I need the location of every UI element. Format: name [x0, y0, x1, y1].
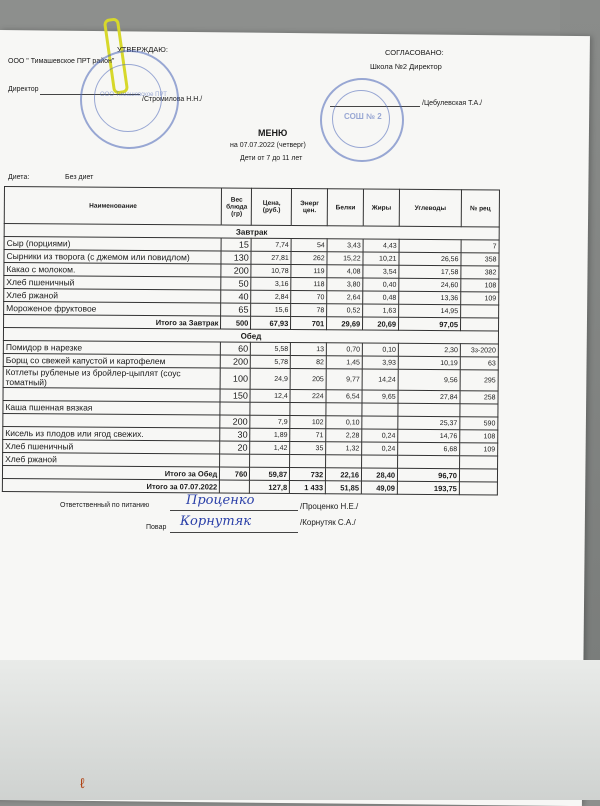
table-cell: 1,42 — [250, 441, 290, 454]
table-cell: 30 — [220, 428, 250, 441]
table-cell: 118 — [291, 278, 327, 291]
table-cell: 224 — [290, 390, 326, 403]
table-cell: 102 — [290, 416, 326, 429]
table-cell: 100 — [220, 368, 250, 389]
table-cell — [362, 455, 398, 468]
table-cell: 3,54 — [363, 265, 399, 278]
table-cell: 13,36 — [399, 291, 461, 304]
table-cell — [220, 402, 250, 415]
table-cell — [250, 454, 290, 467]
table-cell: 27,84 — [398, 390, 460, 403]
table-cell — [326, 403, 362, 416]
table-cell: 2,84 — [251, 290, 291, 303]
table-cell: 262 — [291, 252, 327, 265]
table-cell — [220, 454, 250, 467]
table-cell: 3,43 — [327, 239, 363, 252]
diet-value: Без диет — [65, 174, 94, 181]
table-cell: 29,69 — [327, 317, 363, 330]
table-cell: 295 — [460, 370, 498, 391]
menu-date: на 07.07.2022 (четверг) — [230, 142, 306, 149]
section-title: Обед — [3, 328, 498, 344]
table-cell: 1,89 — [250, 428, 290, 441]
table-cell: 9,56 — [398, 369, 460, 390]
table-cell: 14,24 — [362, 369, 398, 390]
table-cell: 1 433 — [290, 481, 326, 494]
cook-name: /Корнутяк С.А./ — [300, 518, 356, 527]
table-cell: 3,93 — [362, 356, 398, 369]
table-cell: 50 — [221, 277, 251, 290]
table-cell: 20 — [220, 441, 250, 454]
diet-label: Диета: — [8, 174, 30, 181]
table-cell: 54 — [291, 239, 327, 252]
table-cell: 10,21 — [363, 252, 399, 265]
table-cell: 732 — [290, 468, 326, 481]
table-cell: 200 — [221, 264, 251, 277]
table-cell: Итого за 07.07.2022 — [2, 478, 219, 493]
table-cell: 127,8 — [250, 480, 290, 493]
table-cell: 13 — [291, 343, 327, 356]
table-cell: 15,22 — [327, 252, 363, 265]
column-header: № рец — [461, 190, 499, 227]
table-cell: 2,30 — [398, 343, 460, 356]
table-cell: 0,24 — [362, 429, 398, 442]
table-cell: 200 — [221, 355, 251, 368]
table-cell — [460, 456, 498, 469]
table-cell: 7,9 — [250, 415, 290, 428]
table-cell: 51,85 — [326, 481, 362, 494]
table-cell — [220, 480, 250, 493]
column-header: Углеводы — [399, 189, 461, 226]
table-cell: 3з-2020 — [460, 344, 498, 357]
table-cell: 109 — [461, 292, 499, 305]
table-cell: 25,37 — [398, 416, 460, 429]
table-cell: 40 — [221, 290, 251, 303]
nutrition-responsible-label: Ответственный по питанию — [60, 502, 150, 509]
table-cell: 1,63 — [363, 304, 399, 317]
cook-signature-line — [170, 532, 298, 533]
agreed-label: СОГЛАСОВАНО: — [385, 48, 444, 57]
table-cell: 65 — [221, 303, 251, 316]
table-cell: 59,87 — [250, 467, 290, 480]
table-cell: 500 — [221, 316, 251, 329]
table-cell: Хлеб ржаной — [4, 289, 221, 304]
table-cell: 3,80 — [327, 278, 363, 291]
menu-children: Дети от 7 до 11 лет — [240, 155, 303, 162]
table-cell: Итого за Завтрак — [4, 315, 221, 330]
right-seal-text: СОШ № 2 — [344, 112, 382, 121]
paper-bottom-area — [0, 660, 600, 800]
director-label: Директор — [8, 86, 39, 93]
table-cell — [290, 403, 326, 416]
table-cell: 82 — [290, 356, 326, 369]
table-cell — [250, 402, 290, 415]
table-cell: 0,24 — [362, 442, 398, 455]
table-cell: 0,40 — [363, 278, 399, 291]
table-cell: 14,76 — [398, 429, 460, 442]
table-cell: 70 — [291, 291, 327, 304]
table-cell: 5,78 — [251, 355, 291, 368]
nutrition-signature-line — [170, 510, 298, 511]
table-header-row — [4, 187, 499, 227]
table-cell: 1,32 — [326, 442, 362, 455]
organization-name: ООО " Тимашевское ПРТ район" — [8, 58, 115, 65]
table-cell: 7,74 — [251, 238, 291, 251]
table-cell: 0,52 — [327, 304, 363, 317]
table-cell: 71 — [290, 429, 326, 442]
table-cell: Хлеб ржаной — [3, 452, 220, 467]
table-cell: 701 — [291, 317, 327, 330]
table-cell: 28,40 — [362, 468, 398, 481]
table-cell: 10,19 — [398, 356, 460, 369]
table-cell: 12,4 — [250, 389, 290, 402]
school-director-name: /Цебулевская Т.А./ — [422, 100, 483, 107]
table-cell: 119 — [291, 265, 327, 278]
table-cell: Мороженое фруктовое — [4, 302, 221, 317]
table-cell: 109 — [460, 443, 498, 456]
table-cell: Помидор в нарезке — [3, 340, 220, 355]
table-cell: 9,77 — [326, 369, 362, 390]
table-cell: 20,69 — [363, 317, 399, 330]
table-cell: Хлеб пшеничный — [4, 276, 221, 291]
table-cell: 5,58 — [251, 342, 291, 355]
table-cell — [461, 305, 499, 318]
table-cell — [398, 403, 460, 416]
table-cell: 0,70 — [327, 343, 363, 356]
table-cell: 358 — [461, 253, 499, 266]
table-cell: 2,28 — [326, 429, 362, 442]
column-header: Вес блюда (гр) — [222, 188, 252, 225]
section-title: Завтрак — [4, 224, 499, 240]
table-cell: 2,64 — [327, 291, 363, 304]
right-seal-stamp — [320, 78, 404, 162]
table-cell: 6,68 — [398, 442, 460, 455]
table-cell — [326, 455, 362, 468]
table-cell: Борщ со свежей капустой и картофелем — [3, 353, 220, 368]
table-cell: 200 — [220, 415, 250, 428]
table-cell: 15,6 — [251, 303, 291, 316]
table-cell: 130 — [221, 251, 251, 264]
table-cell: 35 — [290, 442, 326, 455]
menu-title: МЕНЮ — [258, 128, 288, 138]
table-cell: 258 — [460, 391, 498, 404]
table-cell: 108 — [460, 430, 498, 443]
table-cell: 67,93 — [251, 316, 291, 329]
table-cell: 3,16 — [251, 277, 291, 290]
table-cell: 26,56 — [399, 252, 461, 265]
table-cell — [460, 404, 498, 417]
table-cell — [290, 455, 326, 468]
table-cell — [460, 318, 498, 331]
table-cell: 49,09 — [361, 481, 397, 494]
table-cell: 10,78 — [251, 264, 291, 277]
table-cell: 1,45 — [326, 356, 362, 369]
table-cell: 6,54 — [326, 390, 362, 403]
table-cell — [362, 416, 398, 429]
table-cell: 4,08 — [327, 265, 363, 278]
column-header: Жиры — [363, 189, 399, 226]
table-cell: Сырники из творога (с джемом или повидлом) — [4, 250, 221, 265]
table-cell — [362, 403, 398, 416]
table-cell: Каша пшенная вязкая — [3, 400, 220, 415]
table-cell: 150 — [220, 389, 250, 402]
cook-label: Повар — [146, 524, 167, 531]
column-header: Энерг цен. — [291, 189, 327, 226]
table-cell: 108 — [461, 279, 499, 292]
table-cell: Котлеты рубленые из бройлер-цыплят (соус томатный) — [3, 366, 220, 389]
table-cell: 24,60 — [399, 278, 461, 291]
table-cell: 63 — [460, 357, 498, 370]
column-header: Белки — [327, 189, 363, 226]
table-cell: 17,58 — [399, 265, 461, 278]
table-cell: 78 — [291, 304, 327, 317]
table-cell: Итого за Обед — [2, 465, 219, 480]
left-seal-stamp — [80, 50, 179, 149]
table-cell: Кисель из плодов или ягод свежих. — [3, 426, 220, 441]
table-cell: 382 — [461, 266, 499, 279]
nutrition-signature: Проценко — [186, 493, 255, 508]
table-cell — [399, 239, 461, 252]
table-cell — [459, 482, 497, 495]
nutrition-responsible-name: /Проценко Н.Е./ — [300, 502, 359, 511]
left-seal-text: ООО Тимашевское ПРТ — [100, 92, 167, 98]
table-cell: 193,75 — [397, 481, 459, 494]
table-cell: 4,43 — [363, 239, 399, 252]
column-header: Наименование — [4, 187, 222, 226]
table-cell — [459, 469, 497, 482]
table-cell: 22,16 — [326, 468, 362, 481]
table-cell: 0,10 — [326, 416, 362, 429]
table-cell — [398, 455, 460, 468]
approved-label: УТВЕРЖДАЮ: — [117, 45, 168, 54]
table-cell: 96,70 — [398, 468, 460, 481]
table-cell: 9,65 — [362, 390, 398, 403]
table-cell: 60 — [221, 342, 251, 355]
director-name: /Стромилова Н.Н./ — [142, 96, 203, 103]
school-label: Школа №2 Директор — [370, 62, 442, 71]
table-cell: 14,95 — [399, 304, 461, 317]
note-mark-icon: ℓ — [80, 775, 85, 791]
table-cell: 760 — [220, 467, 250, 480]
table-cell: Какао с молоком. — [4, 263, 221, 278]
table-cell: 97,05 — [399, 317, 461, 330]
table-cell: Сыр (порциями) — [4, 237, 221, 252]
table-cell: 24,9 — [250, 368, 290, 389]
table-cell: 590 — [460, 417, 498, 430]
table-cell: 0,48 — [363, 291, 399, 304]
table-cell: 7 — [461, 240, 499, 253]
table-cell: 15 — [221, 238, 251, 251]
table-cell: Хлеб пшеничный — [3, 439, 220, 454]
table-cell: 27,81 — [251, 251, 291, 264]
column-header: Цена, (руб.) — [252, 188, 292, 225]
menu-table — [2, 186, 500, 495]
table-cell: 0,10 — [362, 343, 398, 356]
table-cell: 205 — [290, 369, 326, 390]
cook-signature: Корнутяк — [180, 514, 252, 529]
